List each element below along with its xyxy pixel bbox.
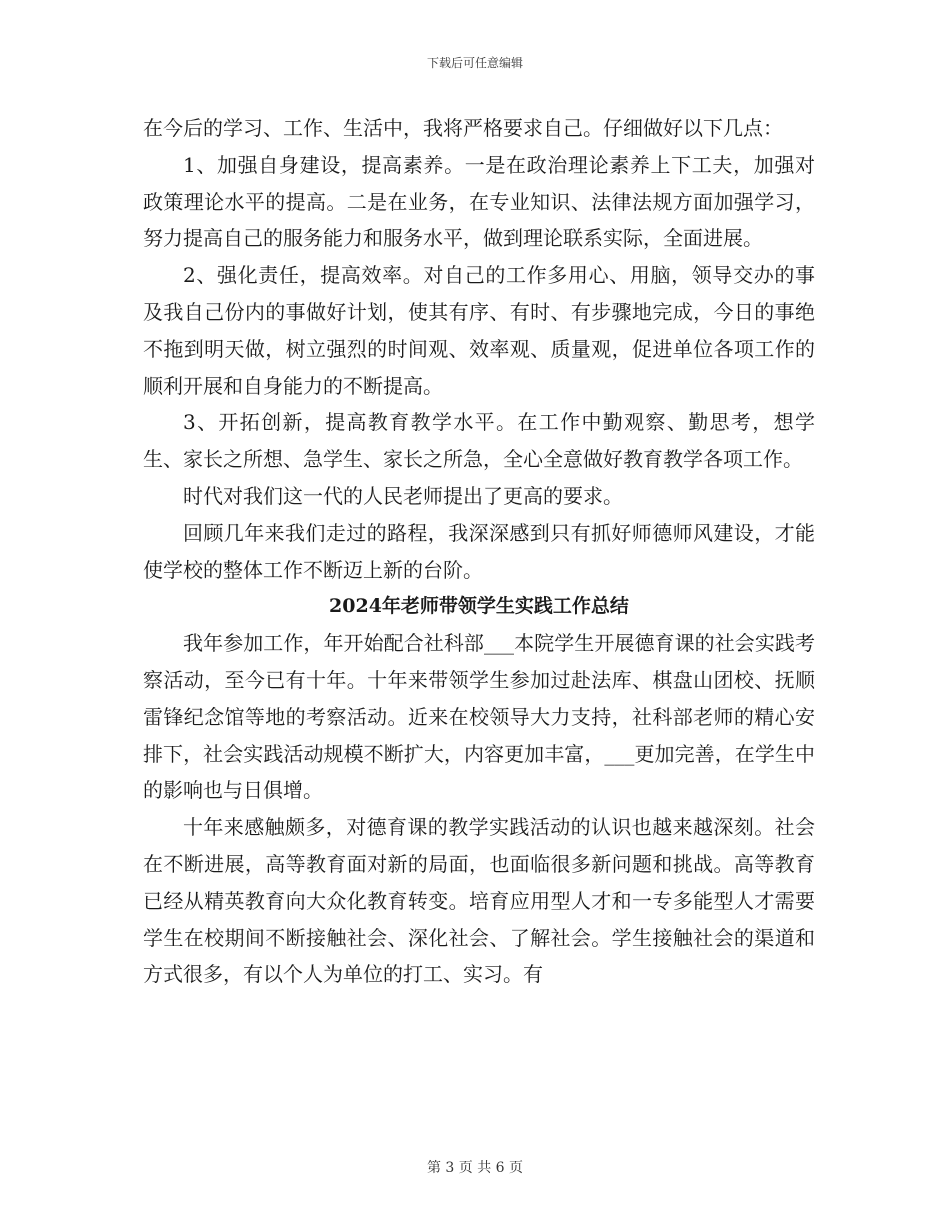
paragraph-review: 回顾几年来我们走过的路程，我深深感到只有抓好师德师风建设，才能使学校的整体工作不断迈上新的台阶。	[143, 520, 815, 582]
paragraph-point-3: 3、开拓创新，提高教育教学水平。在工作中勤观察、勤思考，想学生、家长之所想、急学生、家长之所急，全心全意做好教育教学各项工作。	[143, 410, 815, 472]
page-number: 第 3 页 共 6 页	[426, 1160, 524, 1176]
document-body	[143, 110, 815, 993]
paragraph-point-2: 2、强化责任，提高效率。对自己的工作多用心、用脑，领导交办的事及我自己份内的事做好计划，使其有序、有时、有步骤地完成，今日的事绝不拖到明天做，树立强烈的时间观、效率观、质量观，促进单位各项工作的顺利开展和自身能力的不断提高。	[143, 263, 815, 398]
section-title: 2024年老师带领学生实践工作总结	[329, 595, 629, 618]
paragraph-intro: 在今后的学习、工作、生活中，我将严格要求自己。仔细做好以下几点：	[143, 116, 783, 140]
paragraph-era: 时代对我们这一代的人民老师提出了更高的要求。	[183, 483, 623, 508]
header-note: 下载后可任意编辑	[426, 56, 523, 70]
paragraph-work-start: 我年参加工作，年开始配合社科部___本院学生开展德育课的社会实践考察活动，至今已有十年。十年来带领学生参加过赴法库、棋盘山团校、抚顺雷锋纪念馆等地的考察活动。近来在校领导大力支持，社科部老师的精心安排下，社会实践活动规模不断扩大，内容更加丰富，___更加完善，在学生中的影响也与日俱增。	[143, 631, 815, 803]
paragraph-reflection: 十年来感触颇多，对德育课的教学实践活动的认识也越来越深刻。社会在不断进展，高等教育面对新的局面，也面临很多新问题和挑战。高等教育已经从精英教育向大众化教育转变。培育应用型人才和一专多能型人才需要学生在校期间不断接触社会、深化社会、了解社会。学生接触社会的渠道和方式很多，有以个人为单位的打工、实习。有	[143, 815, 815, 987]
paragraph-point-1: 1、加强自身建设，提高素养。一是在政治理论素养上下工夫，加强对政策理论水平的提高。二是在业务，在专业知识、法律法规方面加强学习，努力提高自己的服务能力和服务水平，做到理论联系实际，全面进展。	[143, 152, 815, 251]
